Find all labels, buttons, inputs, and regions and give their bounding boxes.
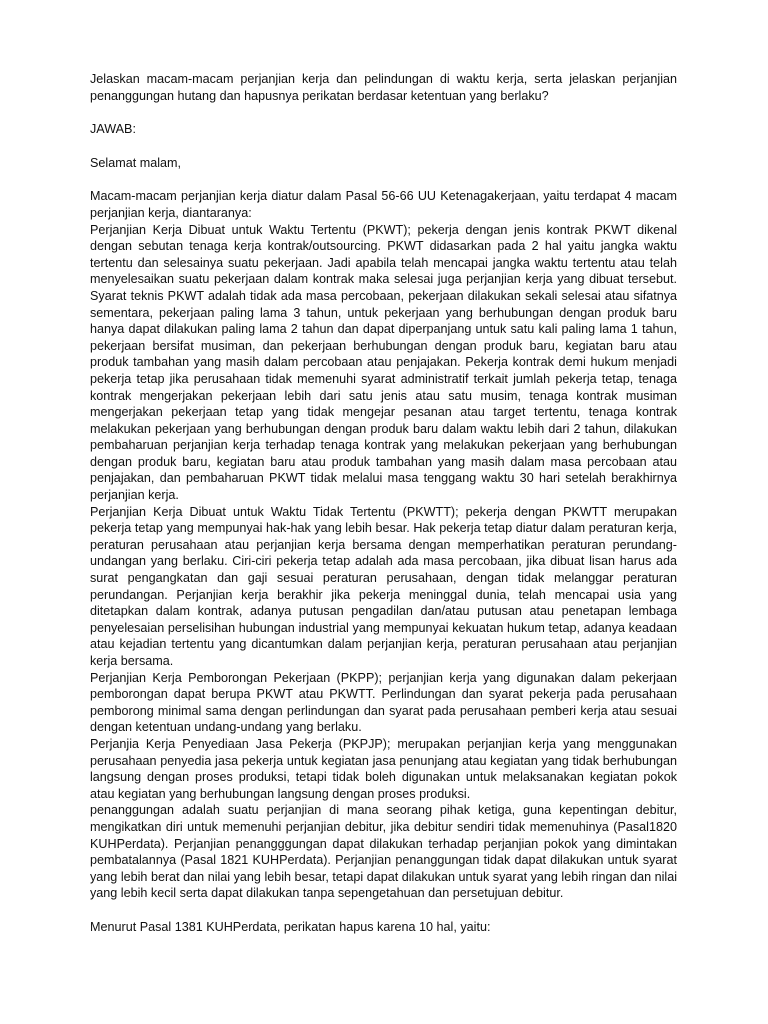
answer-label: JAWAB: [90, 122, 136, 137]
question-paragraph: Jelaskan macam-macam perjanjian kerja dan pelindungan di waktu kerja, serta jelaskan perjanjian penanggungan hutang dan hapusnya perikatan berdasar ketentuan yang berlaku? [90, 72, 677, 103]
pkpp-paragraph: Perjanjian Kerja Pemborongan Pekerjaan (PKPP); perjanjian kerja yang digunakan dalam pekerjaan pemborongan dapat berupa PKWT atau PKWTT. Perlindungan dan syarat pekerja pada perusahaan pemborong minimal sama dengan perlindungan dan syarat pada perusahaan pemberi kerja atau sesuai dengan ketentuan undang-undang yang berlaku. [90, 670, 677, 735]
intro-paragraph: Macam-macam perjanjian kerja diatur dalam Pasal 56-66 UU Ketenagakerjaan, yaitu terdapat 4 macam perjanjian kerja, diantaranya: [90, 189, 677, 220]
document-body [90, 71, 677, 936]
paragraph-gap [90, 171, 677, 188]
greeting: Selamat malam, [90, 155, 181, 170]
paragraph-gap [90, 138, 677, 155]
pkwtt-paragraph: Perjanjian Kerja Dibuat untuk Waktu Tidak Tertentu (PKWTT); pekerja dengan PKWTT merupakan pekerja tetap yang mempunyai hak-hak yang lebih besar. Hak pekerja tetap diatur dalam peraturan kerja, peraturan perusahaan atau perjanjian kerja bersama dengan memperhatikan peraturan perundang-undangan yang berlaku. Ciri-ciri pekerja tetap adalah ada masa percobaan, jika dibuat lisan harus ada surat pengangkatan dan gaji sesuai peraturan perusahaan, dengan tidak melanggar peraturan perundangan. Perjanjian kerja berakhir jika pekerja meninggal dunia, telah mencapai usia yang ditetapkan dalam kontrak, adanya putusan pengadilan dan/atau putusan atau penetapan lembaga penyelesaian perselisihan hubungan industrial yang mempunyai kekuatan hukum tetap, adanya keadaan atau kejadian tertentu yang dicantumkan dalam perjanjian kerja, peraturan perusahaan atau perjanjian kerja bersama. [90, 504, 677, 668]
paragraph-gap [90, 902, 677, 919]
paragraph-gap [90, 104, 677, 121]
penanggungan-paragraph: penanggungan adalah suatu perjanjian di mana seorang pihak ketiga, guna kepentingan debitur, mengikatkan diri untuk memenuhi perjanjian debitur, jika debitur sendiri tidak memenuhinya (Pasal1820 KUHPerdata). Perjanjian penangggungan dapat dilakukan terhadap perjanjian pokok yang dimintakan pembatalannya (Pasal 1821 KUHPerdata). Perjanjian penanggungan tidak dapat dilakukan untuk syarat yang lebih berat dan nilai yang lebih besar, tetapi dapat dilakukan untuk syarat yang lebih ringan dan nilai yang lebih kecil serta dapat dilakukan tanpa sepengetahuan dan persetujuan debitur. [90, 803, 677, 901]
hapus-paragraph: Menurut Pasal 1381 KUHPerdata, perikatan hapus karena 10 hal, yaitu: [90, 919, 491, 934]
pkwt-paragraph: Perjanjian Kerja Dibuat untuk Waktu Tertentu (PKWT); pekerja dengan jenis kontrak PKWT dikenal dengan sebutan tenaga kerja kontrak/outsourcing. PKWT didasarkan pada 2 hal yaitu jangka waktu tertentu dan selesainya suatu pekerjaan. Jadi apabila telah mencapai jangka waktu tertentu atau telah menyelesaikan suatu pekerjaan dalam kontrak maka selesai juga perjanjian kerja yang dibuat tersebut. Syarat teknis PKWT adalah tidak ada masa percobaan, pekerjaan dilakukan sekali selesai atau sifatnya sementara, pekerjaan paling lama 3 tahun, untuk pekerjaan yang berhubungan dengan produk baru hanya dapat dilakukan paling lama 2 tahun dan dapat diperpanjang untuk satu kali paling lama 1 tahun, pekerjaan bersifat musiman, dan pekerjaan berhubungan dengan produk baru, kegiatan baru atau produk tambahan yang masih dalam percobaan atau penjajakan. Pekerja kontrak demi hukum menjadi pekerja tetap jika perusahaan tidak memenuhi syarat administratif terkait jumlah pekerja tetap, tenaga kontrak mengerjakan pekerjaan lebih dari satu jenis atau satu musim, tenaga kontrak musiman mengerjakan pekerjaan tetap yang tidak mengejar pesanan atau target tertentu, tenaga kontrak melakukan pekerjaan yang berhubungan dengan produk baru dalam waktu lebih dari 2 tahun, dilakukan pembaharuan perjanjian kerja terhadap tenaga kontrak yang melakukan pekerjaan yang berhubungan dengan produk baru, kegiatan baru atau produk tambahan yang masih dalam masa percobaan atau penjajakan, dan pembaharuan PKWT tidak melalui masa tenggang waktu 30 hari setelah berakhirnya perjanjian kerja. [90, 222, 677, 503]
pkpjp-paragraph: Perjanjia Kerja Penyediaan Jasa Pekerja (PKPJP); merupakan perjanjian kerja yang menggunakan perusahaan penyedia jasa pekerja untuk kegiatan jasa penunjang atau kegiatan yang tidak berhubungan langsung dengan proses produksi, tetapi tidak boleh digunakan untuk melaksanakan kegiatan pokok atau kegiatan yang berhubungan langsung dengan proses produksi. [90, 736, 677, 801]
